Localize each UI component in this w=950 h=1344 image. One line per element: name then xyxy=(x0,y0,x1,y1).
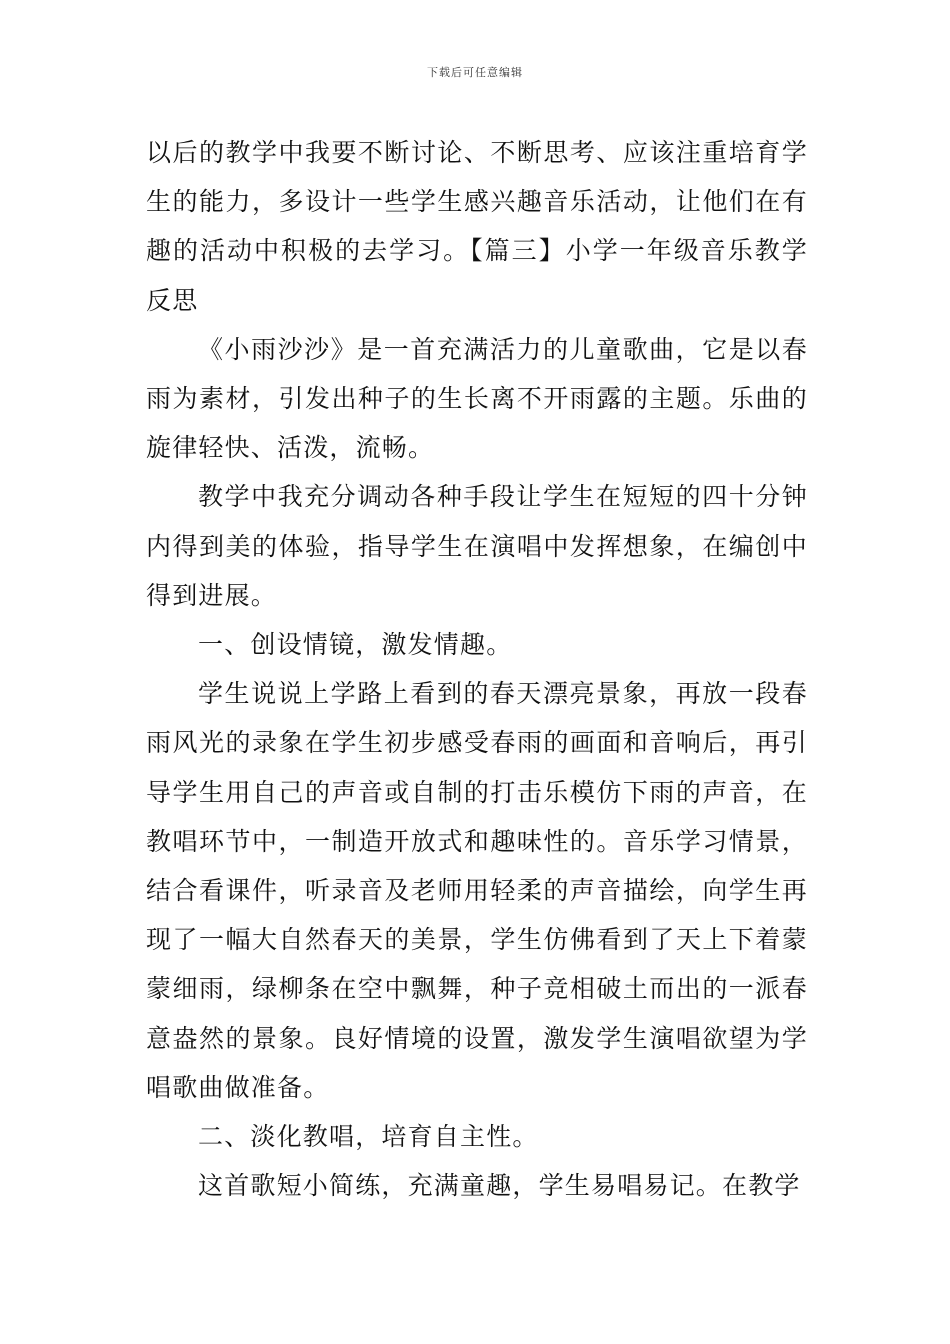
paragraph: 学生说说上学路上看到的春天漂亮景象，再放一段春雨风光的录象在学生初步感受春雨的画面和音响后，再引导学生用自己的声音或自制的打击乐模仿下雨的声音，在教唱环节中，一制造开放式和趣味性的。音乐学习情景，结合看课件，听录音及老师用轻柔的声音描绘，向学生再现了一幅大自然春天的美景，学生仿佛看到了天上下着蒙蒙细雨，绿柳条在空中飘舞，种子竞相破土而出的一派春意盎然的景象。良好情境的设置，激发学生演唱欲望为学唱歌曲做准备。 xyxy=(146,679,808,1102)
paragraph: 教学中我充分调动各种手段让学生在短短的四十分钟内得到美的体验，指导学生在演唱中发挥想象，在编创中得到进展。 xyxy=(146,482,808,610)
paragraph: 这首歌短小简练，充满童趣，学生易唱易记。在教学 xyxy=(198,1171,801,1201)
section-heading: 一、创设情镜，激发情趣。 xyxy=(198,630,513,660)
paragraph: 《小雨沙沙》是一首充满活力的儿童歌曲，它是以春雨为素材，引发出种子的生长离不开雨露的主题。乐曲的旋律轻快、活泼，流畅。 xyxy=(146,334,808,463)
paragraph: 以后的教学中我要不断讨论、不断思考、应该注重培育学生的能力，多设计一些学生感兴趣音乐活动，让他们在有趣的活动中积极的去学习。【篇三】小学一年级音乐教学反思 xyxy=(146,138,808,315)
section-heading: 二、淡化教唱，培育自主性。 xyxy=(198,1122,539,1152)
page-header: 下载后可任意编辑 xyxy=(427,66,523,79)
document-body xyxy=(146,128,808,1210)
